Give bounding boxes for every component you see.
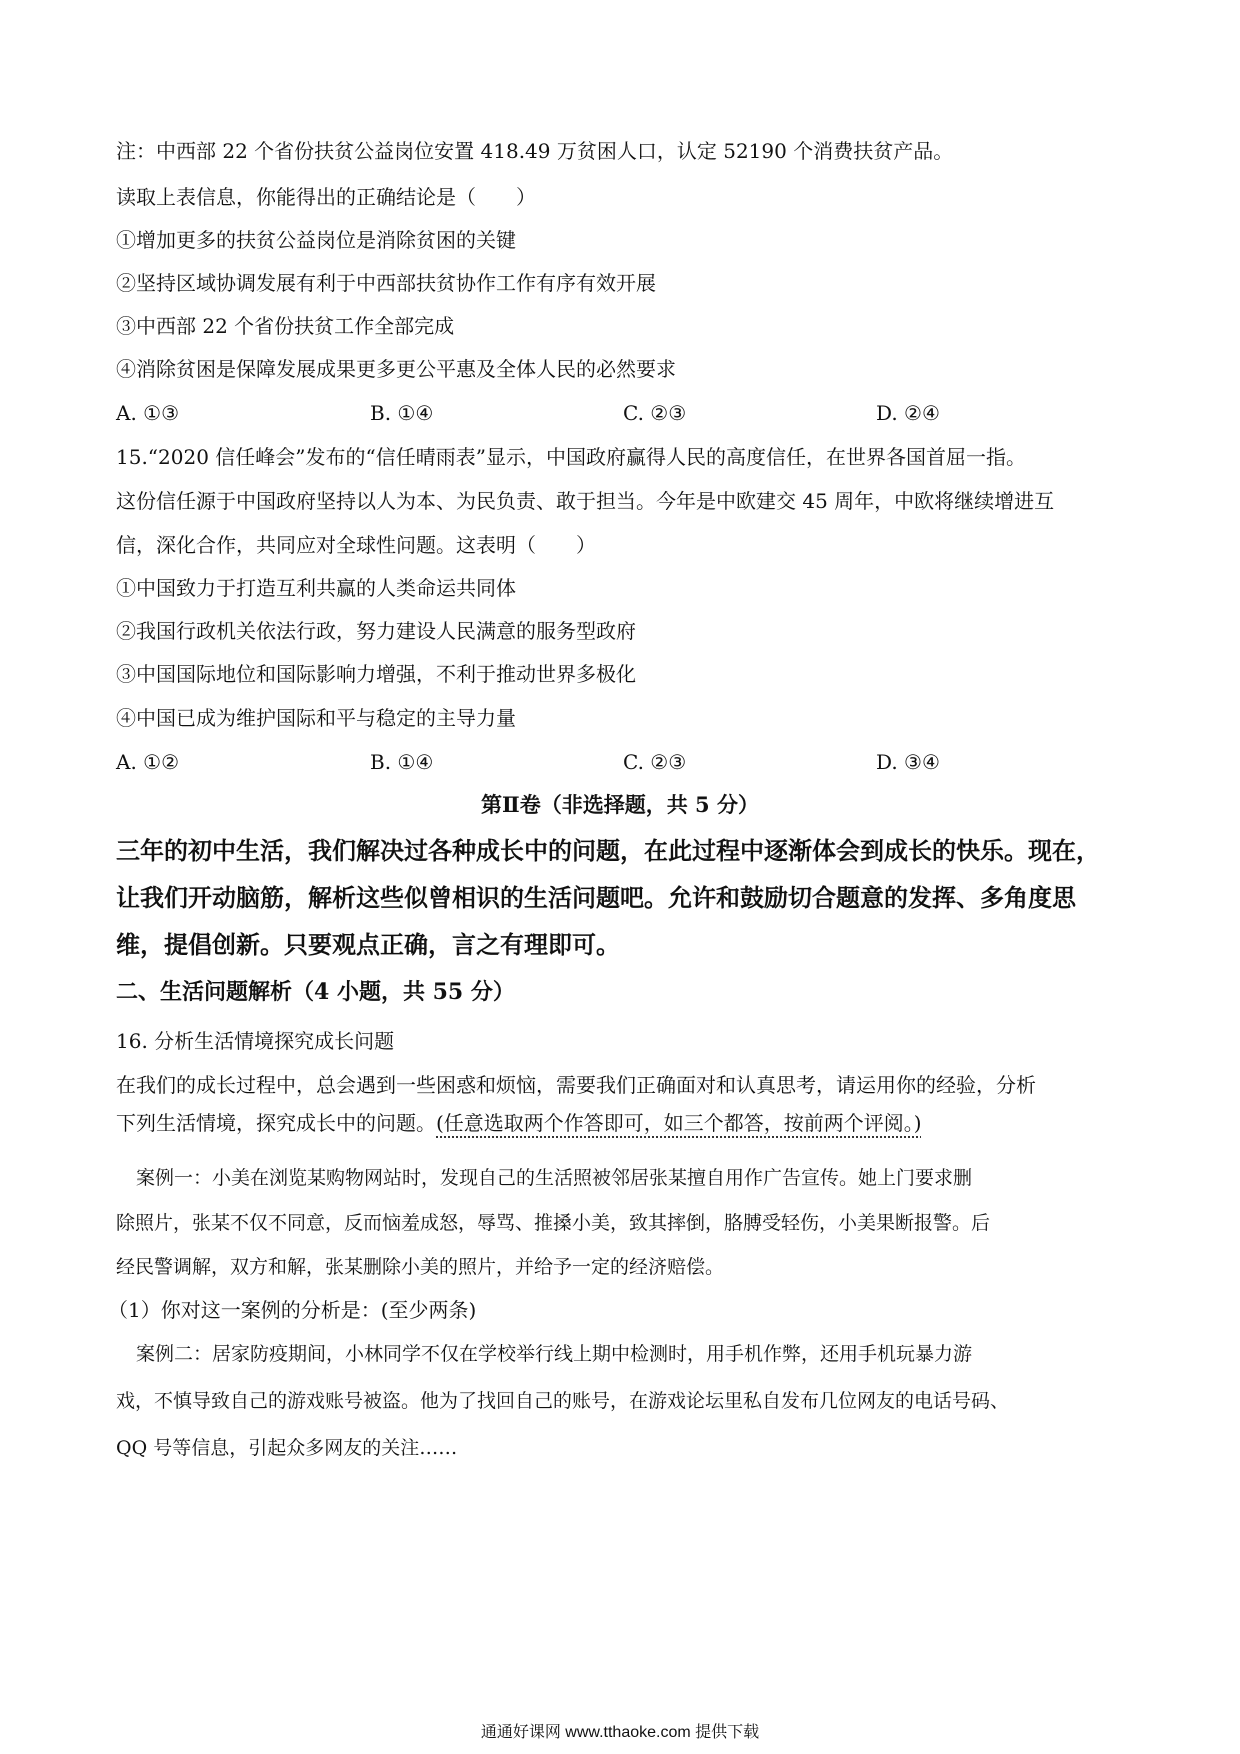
part2-intro-line-3: 维，提倡创新。只要观点正确，言之有理即可。	[116, 930, 620, 959]
q15-option-d: D. ③④	[876, 750, 940, 774]
case1-line-1: 案例一：小美在浏览某购物网站时，发现自己的生活照被邻居张某擅自用作广告宣传。她上门要求删	[136, 1167, 973, 1189]
q15-stem-line-2: 这份信任源于中国政府坚持以人为本、为民负责、敢于担当。今年是中欧建交 45 周年，中欧将继续增进互	[116, 489, 1055, 513]
q15-item-1: ①中国致力于打造互利共赢的人类命运共同体	[116, 576, 516, 600]
case2-line-2: 戏，不慎导致自己的游戏账号被盗。他为了找回自己的账号，在游戏论坛里私自发布几位网友的电话号码、	[116, 1390, 1010, 1412]
q16-desc-line-1: 在我们的成长过程中，总会遇到一些困惑和烦恼，需要我们正确面对和认真思考，请运用你的经验，分析	[116, 1073, 1036, 1097]
q15-stem-line-1: 15.“2020 信任峰会”发布的“信任晴雨表”显示，中国政府赢得人民的高度信任，在世界各国首屈一指。	[116, 445, 1026, 469]
part2-intro-line-2: 让我们开动脑筋，解析这些似曾相识的生活问题吧。允许和鼓励切合题意的发挥、多角度思	[116, 883, 1076, 912]
q15-item-2: ②我国行政机关依法行政，努力建设人民满意的服务型政府	[116, 619, 636, 643]
q14-option-c: C. ②③	[623, 401, 687, 425]
q14-stem: 读取上表信息，你能得出的正确结论是（ ）	[116, 185, 536, 209]
q15-item-3: ③中国国际地位和国际影响力增强，不利于推动世界多极化	[116, 662, 636, 686]
section-heading: 二、生活问题解析（4 小题，共 55 分）	[116, 979, 515, 1005]
q16-title: 16. 分析生活情境探究成长问题	[116, 1029, 395, 1053]
case1-line-2: 除照片，张某不仅不同意，反而恼羞成怒，辱骂、推搡小美，致其摔倒，胳膊受轻伤，小美果断报警。后	[116, 1212, 991, 1234]
footer-source: 通通好课网 www.tthaoke.com 提供下载	[480, 1724, 760, 1741]
case1-line-3: 经民警调解，双方和解，张某删除小美的照片，并给予一定的经济赔偿。	[116, 1256, 725, 1278]
q16-desc-plain: 下列生活情境，探究成长中的问题。	[116, 1111, 436, 1135]
q15-option-a: A. ①②	[116, 750, 180, 774]
q15-option-b: B. ①④	[370, 750, 434, 774]
q15-option-c: C. ②③	[623, 750, 687, 774]
q15-item-4: ④中国已成为维护国际和平与稳定的主导力量	[116, 706, 516, 730]
part2-intro-line-1: 三年的初中生活，我们解决过各种成长中的问题，在此过程中逐渐体会到成长的快乐。现在，	[116, 836, 1100, 865]
table-note: 注：中西部 22 个省份扶贫公益岗位安置 418.49 万贫困人口，认定 52190 个消费扶贫产品。	[116, 139, 954, 163]
q16-sub-question-1: （1）你对这一案例的分析是：(至少两条)	[108, 1298, 477, 1322]
q14-item-3: ③中西部 22 个省份扶贫工作全部完成	[116, 314, 455, 338]
q14-item-2: ②坚持区域协调发展有利于中西部扶贫协作工作有序有效开展	[116, 271, 656, 295]
q16-desc-line-2	[116, 1109, 922, 1137]
q16-desc-emphasis: (任意选取两个作答即可，如三个都答，按前两个评阅。)	[436, 1111, 922, 1135]
case2-line-3: QQ 号等信息，引起众多网友的关注……	[116, 1437, 458, 1459]
q14-option-a: A. ①③	[116, 401, 180, 425]
q14-option-d: D. ②④	[876, 401, 940, 425]
q14-item-1: ①增加更多的扶贫公益岗位是消除贫困的关键	[116, 228, 516, 252]
q14-item-4: ④消除贫困是保障发展成果更多更公平惠及全体人民的必然要求	[116, 357, 676, 381]
case2-line-1: 案例二：居家防疫期间，小林同学不仅在学校举行线上期中检测时，用手机作弊，还用手机玩暴力游	[136, 1343, 973, 1365]
q14-option-b: B. ①④	[370, 401, 434, 425]
q15-stem-line-3: 信，深化合作，共同应对全球性问题。这表明（ ）	[116, 533, 596, 557]
part2-title: 第Ⅱ卷（非选择题，共 5 分）	[481, 792, 759, 817]
